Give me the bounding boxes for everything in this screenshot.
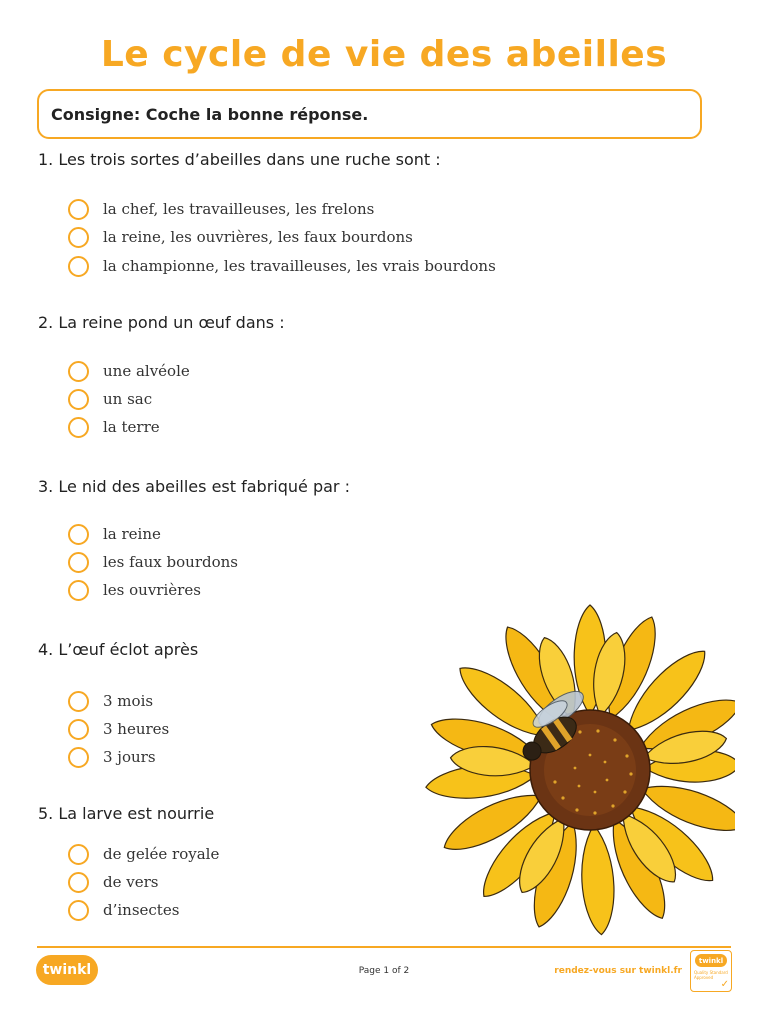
- question-5: 5. La larve est nourrie: [38, 804, 215, 823]
- radio-circle[interactable]: [68, 872, 89, 893]
- question-1: 1. Les trois sortes d’abeilles dans une ruche sont :: [38, 150, 441, 169]
- option-label: les faux bourdons: [103, 553, 238, 571]
- option[interactable]: [68, 550, 238, 574]
- option-label: 3 mois: [103, 692, 154, 710]
- radio-circle[interactable]: [68, 524, 89, 545]
- option[interactable]: [68, 359, 190, 383]
- option-label: la reine, les ouvrières, les faux bourdons: [103, 228, 413, 246]
- quality-badge: [690, 950, 732, 992]
- option-label: la championne, les travailleuses, les vrais bourdons: [103, 257, 496, 275]
- badge-logo: [695, 954, 727, 967]
- option[interactable]: [68, 842, 219, 866]
- radio-circle[interactable]: [68, 844, 89, 865]
- option-label: un sac: [103, 390, 153, 408]
- option[interactable]: [68, 898, 179, 922]
- radio-circle[interactable]: [68, 580, 89, 601]
- option[interactable]: [68, 415, 160, 439]
- radio-circle[interactable]: [68, 389, 89, 410]
- radio-circle[interactable]: [68, 227, 89, 248]
- option-label: une alvéole: [103, 362, 190, 380]
- website-link[interactable]: rendez-vous sur twinkl.fr: [554, 966, 682, 976]
- question-3: 3. Le nid des abeilles est fabriqué par :: [38, 477, 350, 496]
- option-label: 3 heures: [103, 720, 170, 738]
- instruction-box: [37, 89, 702, 139]
- option-label: la terre: [103, 418, 160, 436]
- option-label: 3 jours: [103, 748, 156, 766]
- radio-circle[interactable]: [68, 719, 89, 740]
- check-icon: ✓: [720, 979, 729, 990]
- option[interactable]: [68, 254, 496, 278]
- radio-circle[interactable]: [68, 900, 89, 921]
- sunflower-bee-illustration: [395, 600, 735, 940]
- option[interactable]: [68, 578, 201, 602]
- radio-circle[interactable]: [68, 361, 89, 382]
- option[interactable]: [68, 717, 169, 741]
- option[interactable]: [68, 689, 153, 713]
- option-label: les ouvrières: [103, 581, 201, 599]
- radio-circle[interactable]: [68, 747, 89, 768]
- option[interactable]: [68, 197, 374, 221]
- option-label: la chef, les travailleuses, les frelons: [103, 200, 375, 218]
- option[interactable]: [68, 870, 158, 894]
- option-label: de gelée royale: [103, 845, 220, 863]
- radio-circle[interactable]: [68, 199, 89, 220]
- option-label: d’insectes: [103, 901, 180, 919]
- radio-circle[interactable]: [68, 552, 89, 573]
- radio-circle[interactable]: [68, 256, 89, 277]
- badge-text: Quality Standard Approved: [694, 970, 728, 980]
- option[interactable]: [68, 745, 156, 769]
- question-4: 4. L’œuf éclot après: [38, 640, 199, 659]
- radio-circle[interactable]: [68, 691, 89, 712]
- option[interactable]: [68, 522, 161, 546]
- logo-text: twinkl: [42, 962, 92, 978]
- option[interactable]: [68, 387, 152, 411]
- page-title: Le cycle de vie des abeilles: [100, 34, 668, 75]
- option-label: de vers: [103, 873, 159, 891]
- radio-circle[interactable]: [68, 417, 89, 438]
- question-2: 2. La reine pond un œuf dans :: [38, 313, 285, 332]
- instruction-text: Consigne: Coche la bonne réponse.: [51, 105, 369, 124]
- option-label: la reine: [103, 525, 161, 543]
- footer-divider: [37, 946, 731, 948]
- page-number: Page 1 of 2: [358, 966, 410, 976]
- option[interactable]: [68, 225, 413, 249]
- badge-logo-text: twinkl: [698, 956, 724, 965]
